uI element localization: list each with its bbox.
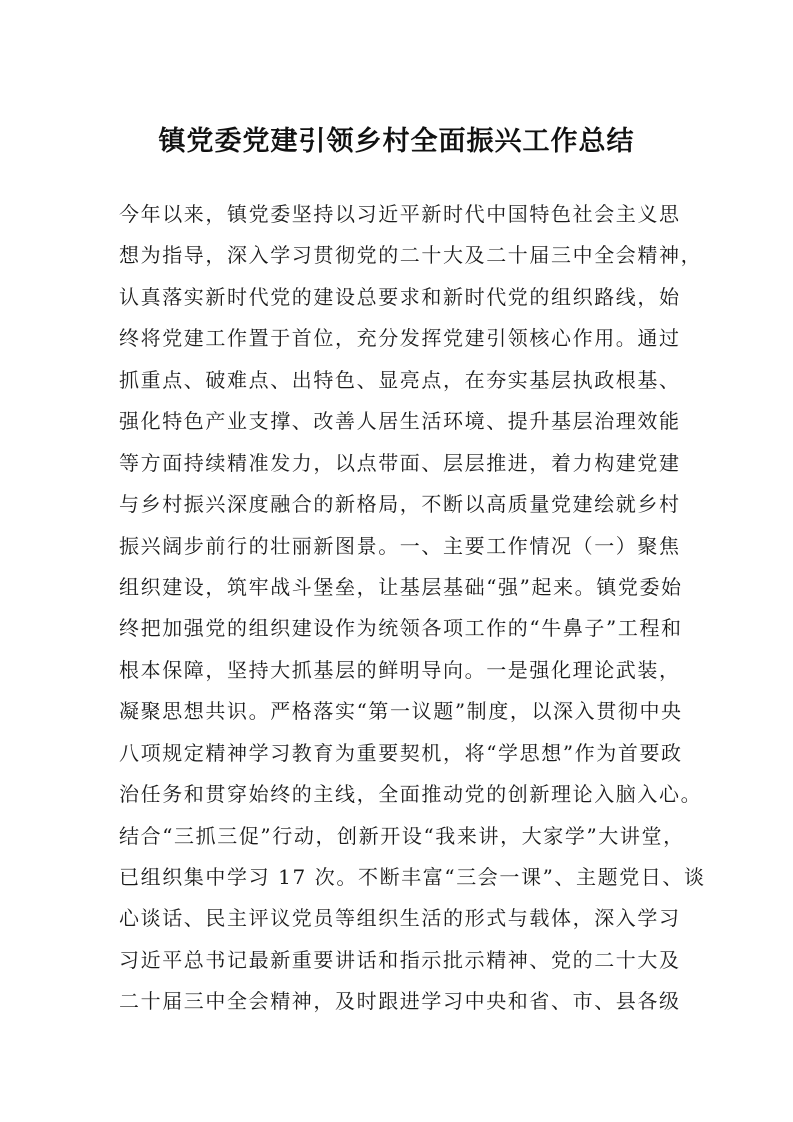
body-line: 八项规定精神学习教育为重要契机，将“学思想”作为首要政 [119,740,683,765]
body-line: 振兴阔步前行的壮丽新图景。一、主要工作情况（一）聚焦 [119,533,681,558]
document-body [119,194,706,1023]
body-line: 与乡村振兴深度融合的新格局，不断以高质量党建绘就乡村 [119,492,681,517]
body-line: 已组织集中学习 17 次。不断丰富“三会一课”、主题党日、谈 [119,865,706,889]
body-line: 认真落实新时代党的建设总要求和新时代党的组织路线，始 [119,284,681,309]
body-line: 凝聚思想共识。严格落实“第一议题”制度，以深入贯彻中央 [119,699,683,724]
body-line: 组织建设，筑牢战斗堡垒，让基层基础“强”起来。镇党委始 [119,574,683,599]
body-line: 等方面持续精准发力，以点带面、层层推进，着力构建党建 [119,450,681,475]
body-line: 结合“三抓三促”行动，创新开设“我来讲，大家学”大讲堂， [119,823,685,848]
body-line: 今年以来，镇党委坚持以习近平新时代中国特色社会主义思 [119,202,681,226]
document-title: 镇党委党建引领乡村全面振兴工作总结 [158,126,635,157]
body-line: 终把加强党的组织建设作为统领各项工作的“牛鼻子”工程和 [119,616,683,641]
body-line: 习近平总书记最新重要讲话和指示批示精神、党的二十大及 [119,947,681,972]
body-line: 治任务和贯穿始终的主线，全面推动党的创新理论入脑入心。 [119,782,703,807]
body-line: 抓重点、破难点、出特色、显亮点，在夯实基层执政根基、 [119,367,681,392]
body-line: 想为指导，深入学习贯彻党的二十大及二十届三中全会精神， [119,243,703,268]
body-line: 二十届三中全会精神，及时跟进学习中央和省、市、县各级 [119,989,681,1014]
body-line: 根本保障，坚持大抓基层的鲜明导向。一是强化理论武装， [119,657,681,682]
body-line: 终将党建工作置于首位，充分发挥党建引领核心作用。通过 [119,326,681,351]
body-line: 心谈话、民主评议党员等组织生活的形式与载体，深入学习 [119,906,681,931]
body-line: 强化特色产业支撑、改善人居生活环境、提升基层治理效能 [119,409,681,434]
